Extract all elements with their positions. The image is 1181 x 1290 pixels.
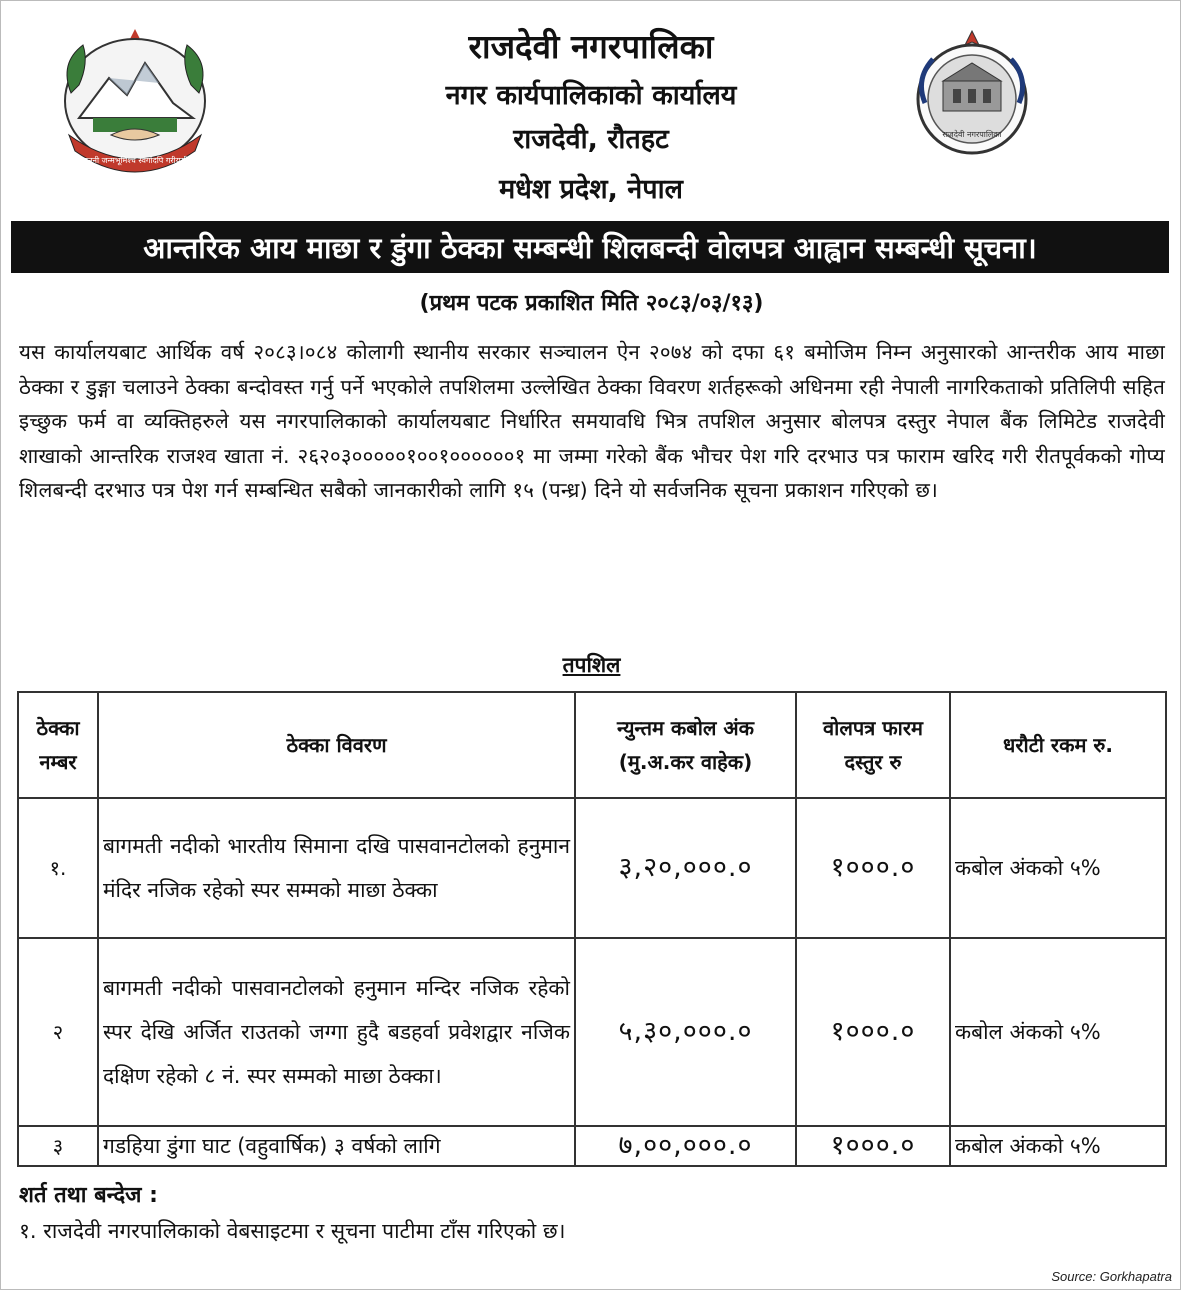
cell-form-fee: १०००.०: [796, 938, 950, 1126]
table-row: [18, 938, 1166, 1126]
office-name: नगर कार्यपालिकाको कार्यालय: [445, 80, 737, 111]
cell-description: बागमती नदीको भारतीय सिमाना दखि पासवानटोलको हनुमान मंदिर नजिक रहेको स्पर सम्मको माछा ठेक्का: [98, 798, 575, 938]
nepal-emblem-icon: [49, 23, 221, 173]
table-row: [18, 1126, 1166, 1166]
table-row: [18, 798, 1166, 938]
cell-deposit: कबोल अंकको ५%: [950, 938, 1166, 1126]
cell-min-bid: ५,३०,०००.०: [575, 938, 796, 1126]
cell-form-fee: १०००.०: [796, 1126, 950, 1166]
cell-min-bid: ७,००,०००.०: [575, 1126, 796, 1166]
col-header-number: ठेक्का नम्बर: [18, 692, 98, 798]
terms-heading: शर्त तथा बन्देज :: [19, 1183, 158, 1208]
cell-number: ३: [18, 1126, 98, 1166]
cell-description: गडहिया डुंगा घाट (वहुवार्षिक) ३ वर्षको लागि: [98, 1126, 575, 1166]
cell-description: बागमती नदीको पासवानटोलको हनुमान मन्दिर नजिक रहेको स्पर देखि अर्जित राउतको जग्गा हुदै बडहर्वा प्रवेशद्वार नजिक दक्षिण रहेको ८ नं. स्पर सम्मको माछा ठेक्का।: [98, 938, 575, 1126]
cell-deposit: कबोल अंकको ५%: [950, 798, 1166, 938]
cell-deposit: कबोल अंकको ५%: [950, 1126, 1166, 1166]
cell-number: १.: [18, 798, 98, 938]
svg-text:जननी जन्मभूमिश्च स्वर्गादपि गर: जननी जन्मभूमिश्च स्वर्गादपि गरीयसी: [82, 156, 188, 165]
notice-title-banner: [11, 221, 1169, 273]
publication-date: (प्रथम पटक प्रकाशित मिति २०८३/०३/१३): [419, 291, 764, 316]
col-header-form-fee: वोलपत्र फारम दस्तुर रु: [796, 692, 950, 798]
source-credit: Source: Gorkhapatra: [1051, 1269, 1172, 1284]
schedule-heading: तपशिल: [562, 653, 621, 677]
col-header-deposit: धरौटी रकम रु.: [950, 692, 1166, 798]
svg-text:राजदेवी नगरपालिका: राजदेवी नगरपालिका: [942, 130, 1002, 139]
office-location: राजदेवी, रौतहट: [513, 124, 669, 155]
terms-item: १. राजदेवी नगरपालिकाको वेबसाइटमा र सूचना पाटीमा टाँस गरिएको छ।: [19, 1219, 566, 1243]
col-header-description: ठेक्का विवरण: [98, 692, 575, 798]
notice-body: यस कार्यालयबाट आर्थिक वर्ष २०८३।०८४ कोलागी स्थानीय सरकार सञ्चालन ऐन २०७४ को दफा ६१ बमोजिम निम्न अनुसारको आन्तरीक आय माछा ठेक्का र डुङ्गा चलाउने ठेक्का बन्दोवस्त गर्नु पर्ने भएकोले तपशिलमा उल्लेखित ठेक्का विवरण शर्तहरूको अधिनमा रही नेपाली नागरिकताको प्रतिलिपी सहित इच्छुक फर्म वा व्यक्तिहरुले यस नगरपालिकाको कार्यालयबाट निर्धारित समयावधि भित्र तपशिल अनुसार बोलपत्र दस्तुर नेपाल बैंक लिमिटेड राजदेवी शाखाको आन्तरिक राजश्व खाता नं. २६२०३०००००१००१००००००१ मा जम्मा गरेको बैंक भौचर पेश गरि दरभाउ पत्र फाराम खरिद गरी रीतपूर्वकको गोप्य शिलबन्दी दरभाउ पत्र पेश गर्न सम्बन्धित सबैको जानकारीको लागि १५ (पन्ध्र) दिने यो सर्वजनिक सूचना प्रकाशन गरिएको छ।: [19, 340, 1165, 502]
contracts-table: [17, 691, 1167, 1167]
org-name: राजदेवी नगरपालिका: [468, 27, 714, 66]
notice-title: आन्तरिक आय माछा र डुंगा ठेक्का सम्बन्धी शिलबन्दी वोलपत्र आह्वान सम्बन्धी सूचना।: [143, 230, 1037, 265]
table-header-row: [18, 692, 1166, 798]
cell-min-bid: ३,२०,०००.०: [575, 798, 796, 938]
province-line: मधेश प्रदेश, नेपाल: [499, 174, 683, 205]
cell-form-fee: १०००.०: [796, 798, 950, 938]
municipality-logo-icon: [913, 29, 1031, 161]
cell-number: २: [18, 938, 98, 1126]
col-header-min-bid: न्युन्तम कबोल अंक (मु.अ.कर वाहेक): [575, 692, 796, 798]
